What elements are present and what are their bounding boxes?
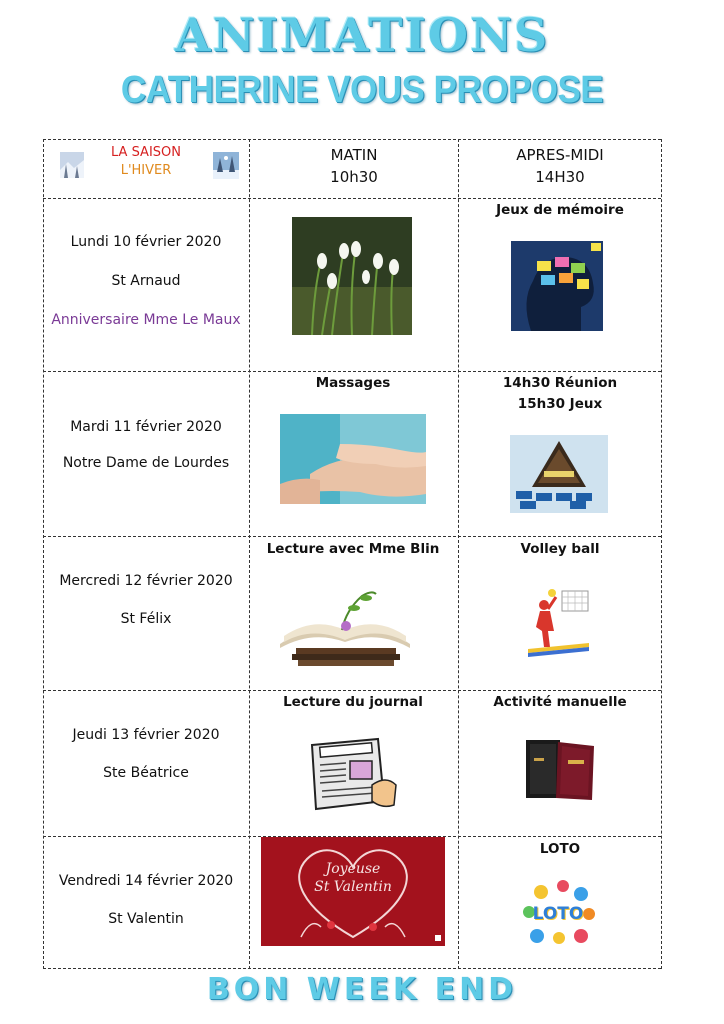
season-name: L'HIVER	[120, 163, 172, 178]
afternoon-activity: Volley ball	[520, 541, 600, 557]
row-divider	[43, 536, 661, 537]
day-saint: St Félix	[120, 611, 172, 627]
valentine-card-image	[261, 837, 445, 946]
loto-logo-text: LOTO	[532, 904, 584, 924]
volleyball-player-image	[528, 587, 589, 657]
morning-header-time: 10h30	[330, 168, 378, 186]
morning-activity: Lecture avec Mme Blin	[266, 541, 440, 557]
morning-activity: Massages	[315, 375, 391, 391]
afternoon-activity: LOTO	[539, 841, 581, 857]
morning-activity: Lecture du journal	[283, 694, 423, 710]
morning-header-label: MATIN	[330, 146, 378, 164]
open-book-image	[276, 586, 414, 666]
row-divider	[43, 198, 661, 199]
winter-trees-icon	[213, 152, 239, 179]
triominos-game-image	[510, 435, 608, 513]
table-border-left	[43, 139, 44, 969]
day-date: Mercredi 12 février 2020	[59, 573, 233, 589]
day-saint: St Arnaud	[111, 273, 181, 289]
day-date: Lundi 10 février 2020	[70, 234, 222, 250]
day-saint: Notre Dame de Lourdes	[62, 455, 230, 471]
day-date: Vendredi 14 février 2020	[58, 873, 234, 889]
day-note: Anniversaire Mme Le Maux	[51, 312, 241, 328]
menu-folders-image	[522, 738, 598, 802]
afternoon-activity-line2: 15h30 Jeux	[517, 396, 603, 412]
row-divider	[43, 690, 661, 691]
table-border-right	[661, 139, 662, 969]
row-divider	[43, 371, 661, 372]
valentine-greeting-line1: Joyeuse	[325, 861, 381, 877]
brain-memory-image	[511, 241, 603, 331]
season-label: LA SAISON	[111, 145, 181, 160]
day-saint: St Valentin	[108, 911, 184, 927]
table-border-top	[43, 139, 661, 140]
day-date: Mardi 11 février 2020	[70, 419, 222, 435]
afternoon-header-label: APRES-MIDI	[516, 146, 604, 164]
page-title: ANIMATIONS	[174, 8, 550, 62]
winter-landscape-icon	[60, 152, 84, 178]
day-saint: Ste Béatrice	[103, 765, 189, 781]
page-subtitle: CATHERINE VOUS PROPOSE	[120, 68, 604, 111]
holding-hands-image	[280, 414, 426, 504]
table-border-bottom	[43, 968, 661, 969]
day-date: Jeudi 13 février 2020	[72, 727, 220, 743]
afternoon-activity-line1: 14h30 Réunion	[502, 375, 618, 391]
afternoon-activity: Jeux de mémoire	[496, 202, 624, 218]
afternoon-header-time: 14H30	[535, 168, 585, 186]
newspaper-image	[306, 735, 398, 817]
valentine-greeting-line2: St Valentin	[314, 879, 392, 895]
footer-banner: BON WEEK END	[206, 972, 518, 1007]
afternoon-activity: Activité manuelle	[493, 694, 627, 710]
snowdrop-image	[292, 217, 412, 335]
loto-balls-image	[519, 878, 597, 946]
